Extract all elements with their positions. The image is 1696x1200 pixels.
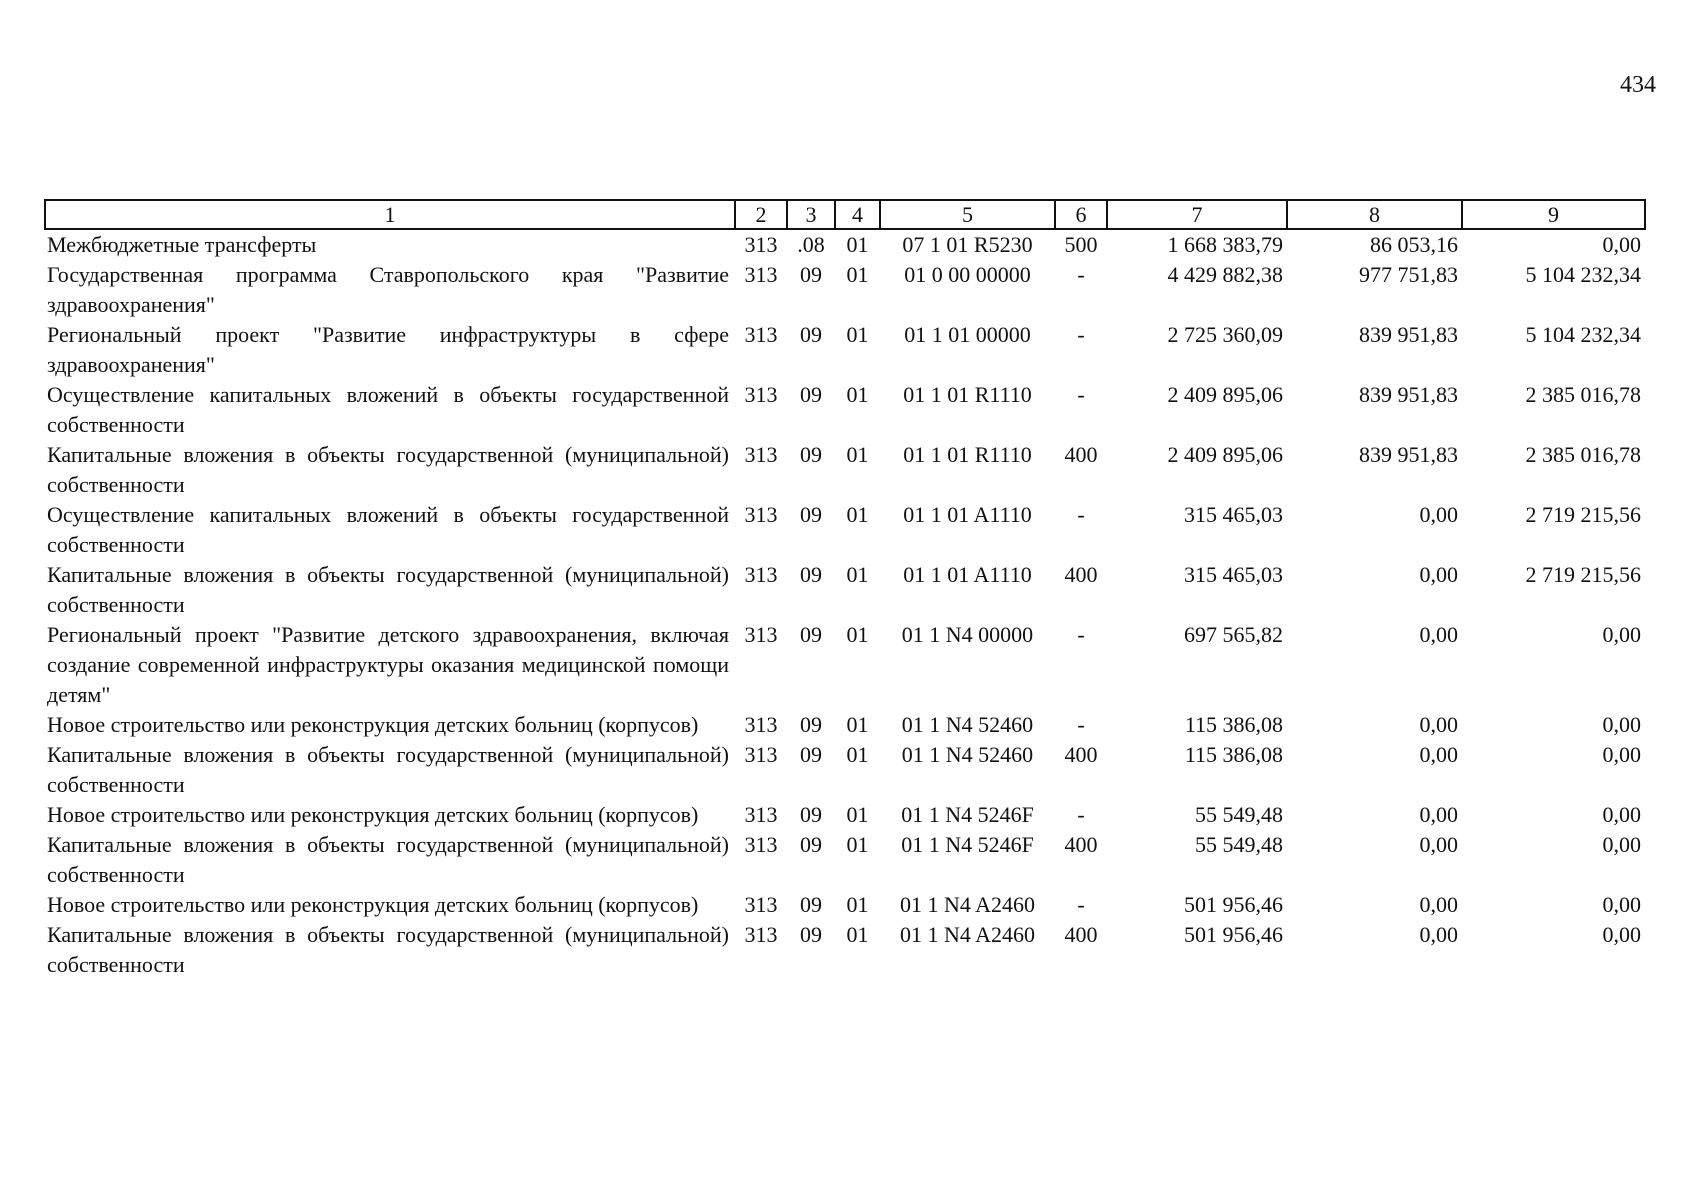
code-cell: 313 bbox=[744, 562, 778, 587]
expense-type-cell: - bbox=[1077, 712, 1085, 737]
amount-cell: 0,00 bbox=[1602, 742, 1641, 767]
row-name-cell: Новое строительство или реконструкция детских больниц (корпусов) bbox=[47, 892, 699, 917]
subsection-cell: 01 bbox=[846, 892, 869, 917]
amount-cell: 4 429 882,38 bbox=[1167, 262, 1283, 287]
row-name-cell: Капитальные вложения в объекты государственной (муниципальной) собственности bbox=[47, 562, 729, 617]
subsection-cell: 01 bbox=[846, 622, 869, 647]
expense-type-cell: - bbox=[1077, 322, 1085, 347]
amount-cell: 115 386,08 bbox=[1184, 712, 1283, 737]
expense-type-cell: 400 bbox=[1064, 442, 1098, 467]
subsection-cell: 01 bbox=[846, 382, 869, 407]
subsection-cell: 01 bbox=[846, 742, 869, 767]
amount-cell: 839 951,83 bbox=[1359, 322, 1458, 347]
expense-type-cell: - bbox=[1077, 262, 1085, 287]
header-cell: 8 bbox=[1287, 200, 1462, 229]
amount-cell: 0,00 bbox=[1419, 562, 1458, 587]
code-cell: 313 bbox=[744, 802, 778, 827]
table-body bbox=[45, 229, 1645, 980]
code-cell: 313 bbox=[744, 832, 778, 857]
header-cell: 3 bbox=[787, 200, 835, 229]
target-article-cell: 01 1 N4 A2460 bbox=[899, 922, 1036, 947]
amount-cell: 2 725 360,09 bbox=[1167, 322, 1283, 347]
header-cell: 2 bbox=[735, 200, 787, 229]
table-row bbox=[45, 830, 1645, 890]
amount-cell: 839 951,83 bbox=[1359, 442, 1458, 467]
code-cell: 313 bbox=[744, 502, 778, 527]
page-number: 434 bbox=[1620, 72, 1656, 98]
row-name-cell: Капитальные вложения в объекты государственной (муниципальной) собственности bbox=[47, 832, 729, 887]
amount-cell: 0,00 bbox=[1419, 922, 1458, 947]
expense-type-cell: 400 bbox=[1064, 832, 1098, 857]
table-row bbox=[45, 229, 1645, 260]
header-cell: 1 bbox=[45, 200, 735, 229]
table-row bbox=[45, 380, 1645, 440]
subsection-cell: 01 bbox=[846, 502, 869, 527]
amount-cell: 1 668 383,79 bbox=[1167, 232, 1283, 257]
amount-cell: 55 549,48 bbox=[1195, 832, 1283, 857]
amount-cell: 0,00 bbox=[1602, 802, 1641, 827]
code-cell: 313 bbox=[744, 322, 778, 347]
amount-cell: 2 409 895,06 bbox=[1167, 442, 1283, 467]
table-row bbox=[45, 320, 1645, 380]
amount-cell: 2 385 016,78 bbox=[1525, 382, 1641, 407]
header-cell: 9 bbox=[1462, 200, 1645, 229]
table-row bbox=[45, 800, 1645, 830]
code-cell: 313 bbox=[744, 262, 778, 287]
target-article-cell: 01 1 N4 00000 bbox=[901, 622, 1034, 647]
amount-cell: 0,00 bbox=[1419, 892, 1458, 917]
amount-cell: 315 465,03 bbox=[1184, 562, 1283, 587]
target-article-cell: 07 1 01 R5230 bbox=[902, 232, 1033, 257]
amount-cell: 697 565,82 bbox=[1184, 622, 1283, 647]
target-article-cell: 01 1 01 R1110 bbox=[903, 382, 1032, 407]
budget-table bbox=[44, 199, 1646, 980]
subsection-cell: 01 bbox=[846, 232, 869, 257]
amount-cell: 0,00 bbox=[1419, 802, 1458, 827]
header-row bbox=[45, 200, 1645, 229]
target-article-cell: 01 1 N4 52460 bbox=[901, 712, 1034, 737]
code-cell: 313 bbox=[744, 622, 778, 647]
amount-cell: 86 053,16 bbox=[1370, 232, 1458, 257]
amount-cell: 2 719 215,56 bbox=[1525, 562, 1641, 587]
row-name-cell: Осуществление капитальных вложений в объекты государственной собственности bbox=[47, 382, 729, 437]
amount-cell: 5 104 232,34 bbox=[1525, 322, 1641, 347]
code-cell: 313 bbox=[744, 232, 778, 257]
section-cell: 09 bbox=[800, 502, 822, 527]
row-name-cell: Капитальные вложения в объекты государственной (муниципальной) собственности bbox=[47, 922, 729, 977]
subsection-cell: 01 bbox=[846, 802, 869, 827]
code-cell: 313 bbox=[744, 742, 778, 767]
expense-type-cell: 400 bbox=[1064, 742, 1098, 767]
row-name-cell: Капитальные вложения в объекты государственной (муниципальной) собственности bbox=[47, 742, 729, 797]
table-row bbox=[45, 890, 1645, 920]
section-cell: 09 bbox=[800, 832, 822, 857]
amount-cell: 0,00 bbox=[1602, 892, 1641, 917]
amount-cell: 2 385 016,78 bbox=[1525, 442, 1641, 467]
section-cell: 09 bbox=[800, 622, 822, 647]
amount-cell: 115 386,08 bbox=[1184, 742, 1283, 767]
target-article-cell: 01 1 01 R1110 bbox=[903, 442, 1032, 467]
section-cell: 09 bbox=[800, 892, 822, 917]
target-article-cell: 01 1 N4 5246F bbox=[901, 832, 1034, 857]
target-article-cell: 01 1 N4 5246F bbox=[901, 802, 1034, 827]
section-cell: 09 bbox=[800, 742, 822, 767]
row-name-cell: Государственная программа Ставропольского края "Развитие здравоохранения" bbox=[47, 262, 729, 317]
expense-type-cell: - bbox=[1077, 502, 1085, 527]
header-cell: 5 bbox=[880, 200, 1055, 229]
expense-type-cell: 400 bbox=[1064, 562, 1098, 587]
subsection-cell: 01 bbox=[846, 322, 869, 347]
table-row bbox=[45, 560, 1645, 620]
table-row bbox=[45, 740, 1645, 800]
section-cell: 09 bbox=[800, 922, 822, 947]
expense-type-cell: - bbox=[1077, 382, 1085, 407]
expense-type-cell: - bbox=[1077, 802, 1085, 827]
target-article-cell: 01 1 N4 A2460 bbox=[899, 892, 1036, 917]
table-row bbox=[45, 440, 1645, 500]
subsection-cell: 01 bbox=[846, 832, 869, 857]
target-article-cell: 01 1 01 A1110 bbox=[903, 562, 1032, 587]
section-cell: 09 bbox=[800, 382, 822, 407]
expense-type-cell: - bbox=[1077, 892, 1085, 917]
amount-cell: 0,00 bbox=[1419, 742, 1458, 767]
table-row bbox=[45, 260, 1645, 320]
amount-cell: 0,00 bbox=[1419, 712, 1458, 737]
code-cell: 313 bbox=[744, 442, 778, 467]
amount-cell: 5 104 232,34 bbox=[1525, 262, 1641, 287]
row-name-cell: Новое строительство или реконструкция детских больниц (корпусов) bbox=[47, 712, 699, 737]
expense-type-cell: 400 bbox=[1064, 922, 1098, 947]
amount-cell: 2 409 895,06 bbox=[1167, 382, 1283, 407]
row-name-cell: Региональный проект "Развитие детского здравоохранения, включая создание современной инфраструктуры оказания медицинской помощи детям" bbox=[47, 622, 729, 707]
target-article-cell: 01 0 00 00000 bbox=[904, 262, 1031, 287]
amount-cell: 0,00 bbox=[1602, 922, 1641, 947]
section-cell: .08 bbox=[797, 232, 825, 257]
amount-cell: 0,00 bbox=[1602, 622, 1641, 647]
table-row bbox=[45, 500, 1645, 560]
row-name-cell: Осуществление капитальных вложений в объекты государственной собственности bbox=[47, 502, 729, 557]
subsection-cell: 01 bbox=[846, 442, 869, 467]
amount-cell: 315 465,03 bbox=[1184, 502, 1283, 527]
row-name-cell: Региональный проект "Развитие инфраструктуры в сфере здравоохранения" bbox=[47, 322, 729, 377]
table-row bbox=[45, 920, 1645, 980]
amount-cell: 0,00 bbox=[1419, 622, 1458, 647]
expense-type-cell: 500 bbox=[1064, 232, 1098, 257]
subsection-cell: 01 bbox=[846, 922, 869, 947]
row-name-cell: Межбюджетные трансферты bbox=[47, 232, 317, 257]
header-cell: 7 bbox=[1107, 200, 1287, 229]
code-cell: 313 bbox=[744, 712, 778, 737]
amount-cell: 0,00 bbox=[1602, 712, 1641, 737]
subsection-cell: 01 bbox=[846, 712, 869, 737]
target-article-cell: 01 1 01 A1110 bbox=[903, 502, 1032, 527]
amount-cell: 0,00 bbox=[1419, 832, 1458, 857]
section-cell: 09 bbox=[800, 442, 822, 467]
section-cell: 09 bbox=[800, 262, 822, 287]
code-cell: 313 bbox=[744, 892, 778, 917]
amount-cell: 55 549,48 bbox=[1195, 802, 1283, 827]
row-name-cell: Новое строительство или реконструкция детских больниц (корпусов) bbox=[47, 802, 699, 827]
header-cell: 4 bbox=[835, 200, 880, 229]
amount-cell: 501 956,46 bbox=[1184, 892, 1283, 917]
amount-cell: 0,00 bbox=[1602, 832, 1641, 857]
section-cell: 09 bbox=[800, 562, 822, 587]
expense-type-cell: - bbox=[1077, 622, 1085, 647]
target-article-cell: 01 1 N4 52460 bbox=[901, 742, 1034, 767]
amount-cell: 2 719 215,56 bbox=[1525, 502, 1641, 527]
subsection-cell: 01 bbox=[846, 562, 869, 587]
code-cell: 313 bbox=[744, 382, 778, 407]
amount-cell: 839 951,83 bbox=[1359, 382, 1458, 407]
table-row bbox=[45, 710, 1645, 740]
header-cell: 6 bbox=[1055, 200, 1107, 229]
section-cell: 09 bbox=[800, 712, 822, 737]
amount-cell: 0,00 bbox=[1602, 232, 1641, 257]
section-cell: 09 bbox=[800, 802, 822, 827]
target-article-cell: 01 1 01 00000 bbox=[904, 322, 1031, 347]
subsection-cell: 01 bbox=[846, 262, 869, 287]
table-row bbox=[45, 620, 1645, 710]
amount-cell: 501 956,46 bbox=[1184, 922, 1283, 947]
amount-cell: 0,00 bbox=[1419, 502, 1458, 527]
section-cell: 09 bbox=[800, 322, 822, 347]
amount-cell: 977 751,83 bbox=[1359, 262, 1458, 287]
row-name-cell: Капитальные вложения в объекты государственной (муниципальной) собственности bbox=[47, 442, 729, 497]
code-cell: 313 bbox=[744, 922, 778, 947]
